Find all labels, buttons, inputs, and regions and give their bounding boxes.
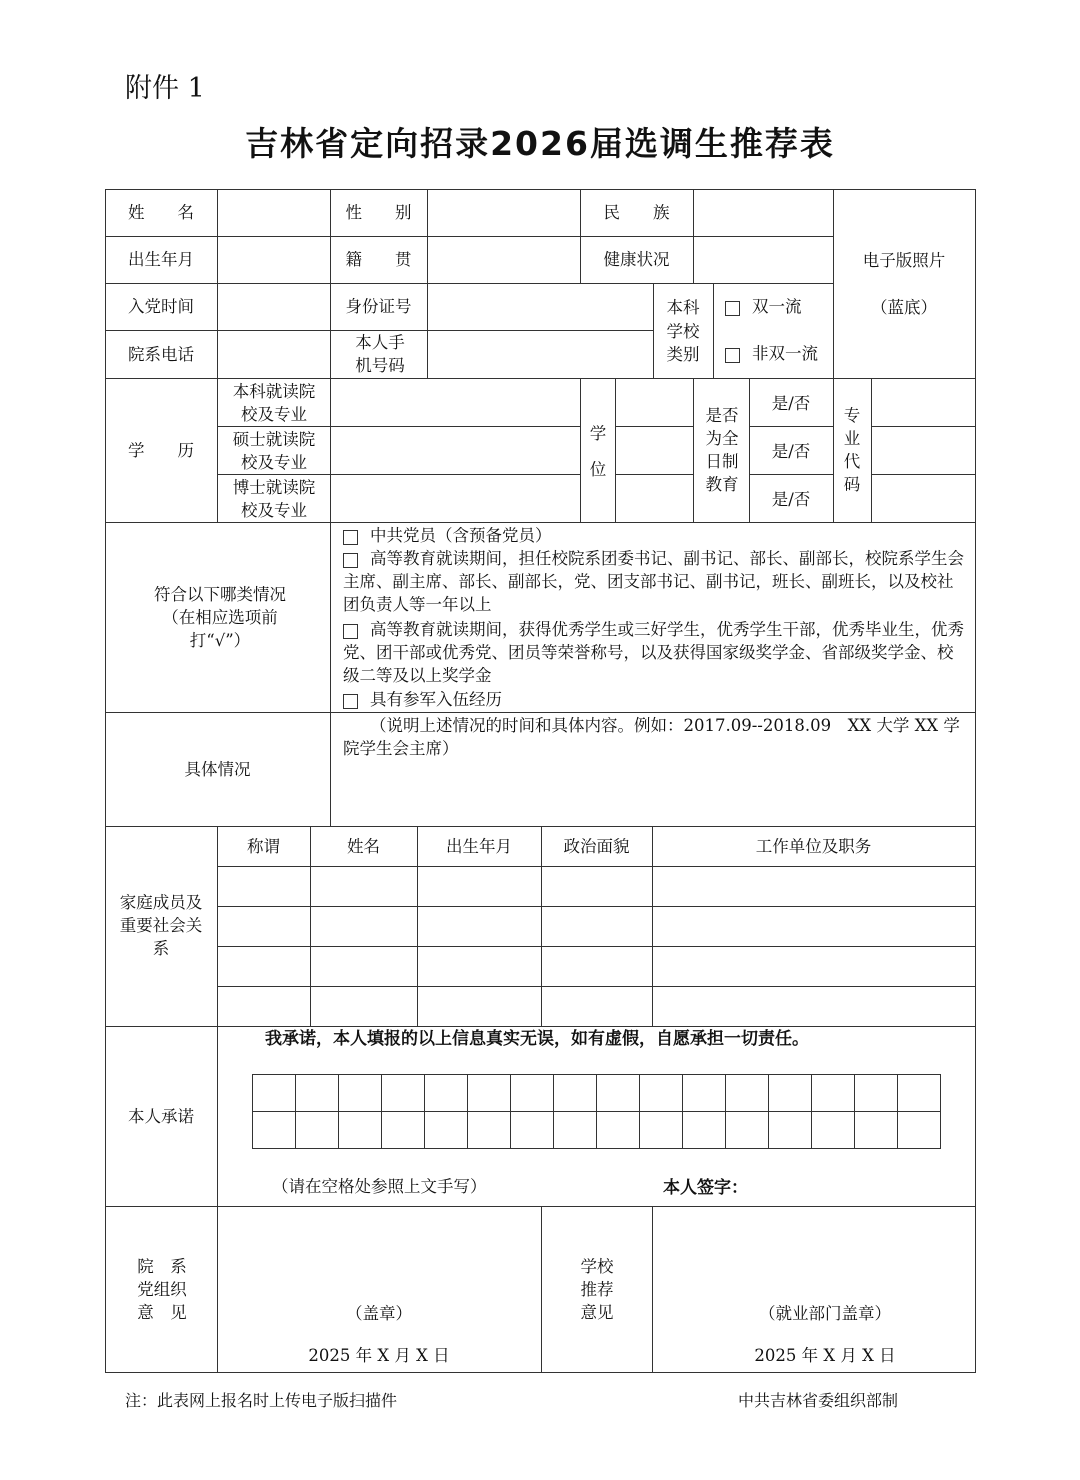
- family-header-work: 工作单位及职务: [755, 837, 872, 856]
- dept-opinion-label: 院 系党组织意 见: [137, 1257, 187, 1322]
- school-seal: （就业部门盖章）: [759, 1304, 891, 1323]
- school-date: 2025 年 X 月 X 日: [754, 1346, 896, 1365]
- bachelor-label: 本科就读院校及专业: [232, 382, 316, 424]
- signature-label: 本人签字：: [663, 1178, 748, 1198]
- bachelor-fulltime[interactable]: 是/否: [771, 394, 811, 413]
- education-label: 学 历: [128, 441, 194, 460]
- party-date-label: 入党时间: [128, 297, 194, 316]
- pledge-hint: （请在空格处参照上文手写）: [272, 1177, 487, 1196]
- non-double-first-class-option: 非双一流: [752, 344, 818, 363]
- major-code-label: 专业代码: [843, 406, 861, 494]
- native-place-label: 籍 贯: [345, 250, 412, 269]
- conditions-label: 符合以下哪类情况（在相应选项前打“√”）: [154, 585, 286, 650]
- doctor-label: 博士就读院校及专业: [232, 478, 316, 520]
- doctor-fulltime[interactable]: 是/否: [771, 490, 811, 509]
- details-hint[interactable]: （说明上述情况的时间和具体内容。例如：2017.09--2018.09 XX 大学 XX 学院学生会主席）: [343, 716, 960, 758]
- ethnicity-label: 民 族: [603, 203, 670, 222]
- id-number-label: 身份证号: [345, 297, 412, 316]
- school-opinion-label: 学校推荐意见: [580, 1257, 614, 1322]
- condition-party: 中共党员（含预备党员）: [370, 526, 552, 545]
- mobile-label: 本人手机号码: [355, 333, 405, 375]
- dept-phone-label: 院系电话: [128, 345, 194, 364]
- gender-label: 性 别: [345, 203, 412, 222]
- family-label: 家庭成员及重要社会关系: [119, 893, 203, 958]
- non-double-first-class-checkbox[interactable]: [725, 348, 740, 363]
- dept-date: 2025 年 X 月 X 日: [308, 1346, 450, 1365]
- attachment-label: 附件 1: [125, 73, 205, 104]
- condition-party-checkbox[interactable]: [343, 530, 358, 545]
- photo-note: （蓝底）: [871, 298, 937, 317]
- family-header-birth: 出生年月: [446, 837, 512, 856]
- condition-cadre: 高等教育就读期间，担任校院系团委书记、副书记、部长、副部长，校院系学生会主席、副主席、部长、副部长，党、团支部书记、副书记，班长、副班长，以及校社团负责人等一年以上: [343, 549, 964, 614]
- birth-label: 出生年月: [128, 250, 194, 269]
- double-first-class-option: 双一流: [752, 297, 802, 316]
- dept-seal: （盖章）: [346, 1304, 412, 1323]
- degree-label: 学位: [589, 424, 607, 479]
- photo-label: 电子版照片: [862, 251, 946, 270]
- condition-military: 具有参军入伍经历: [370, 690, 502, 709]
- family-header-relation: 称谓: [247, 837, 280, 856]
- name-label: 姓 名: [128, 203, 194, 222]
- family-header-name: 姓名: [347, 837, 380, 856]
- fulltime-label: 是否为全日制教育: [705, 406, 739, 494]
- handwriting-grid[interactable]: [252, 1074, 941, 1149]
- pledge-text: 我承诺，本人填报的以上信息真实无误，如有虚假，自愿承担一切责任。: [265, 1029, 809, 1049]
- footer-issuer: 中共吉林省委组织部制: [738, 1391, 899, 1410]
- family-header-politics: 政治面貌: [563, 837, 630, 856]
- condition-honor: 高等教育就读期间，获得优秀学生或三好学生，优秀学生干部，优秀毕业生，优秀党、团干部或优秀党、团员等荣誉称号，以及获得国家级奖学金、省部级奖学金、校级二等及以上奖学金: [343, 620, 964, 685]
- page-title: 吉林省定向招录2026届选调生推荐表: [245, 124, 835, 163]
- pledge-label: 本人承诺: [128, 1107, 194, 1126]
- master-label: 硕士就读院校及专业: [232, 430, 316, 472]
- details-label: 具体情况: [184, 760, 251, 779]
- master-fulltime[interactable]: 是/否: [771, 442, 811, 461]
- school-type-label: 本科学校类别: [666, 298, 700, 364]
- condition-military-checkbox[interactable]: [343, 694, 358, 709]
- health-label: 健康状况: [603, 250, 670, 269]
- double-first-class-checkbox[interactable]: [725, 301, 740, 316]
- footer-note: 注：此表网上报名时上传电子版扫描件: [125, 1391, 398, 1410]
